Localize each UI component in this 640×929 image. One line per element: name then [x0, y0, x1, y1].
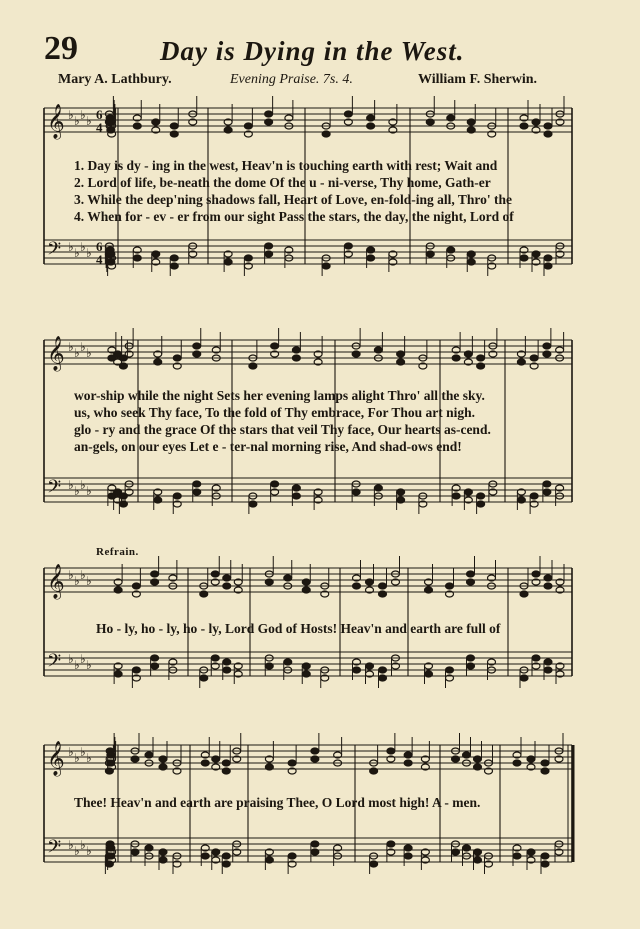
note-head [193, 351, 201, 357]
flat-sign-icon: ♭ [68, 240, 74, 254]
verse-4-line-1: 4. When for - ev - er from our sight Pass the stars, the day, the night, Lord of [74, 209, 514, 224]
note-head [223, 575, 231, 581]
note-head [212, 849, 220, 855]
note-head [452, 849, 460, 855]
note-head [132, 583, 140, 589]
note-head [464, 489, 472, 495]
note-head [477, 501, 485, 507]
note-head [366, 663, 374, 669]
note-head [302, 579, 310, 585]
time-signature-top: 6 [96, 239, 103, 254]
note-head [151, 663, 159, 669]
note-head [159, 756, 167, 762]
note-head [288, 760, 296, 766]
note-head [404, 845, 412, 851]
flat-sign-icon: ♭ [86, 484, 92, 498]
note-head [452, 756, 460, 762]
note-head [532, 655, 540, 661]
flat-sign-icon: ♭ [86, 574, 92, 588]
note-head [541, 853, 549, 859]
note-head [222, 768, 230, 774]
note-head [222, 760, 230, 766]
tune-name: Evening Praise. 7s. 4. [230, 72, 353, 87]
note-head [452, 355, 460, 361]
note-head [211, 655, 219, 661]
note-head [477, 363, 485, 369]
note-head [292, 493, 300, 499]
note-head [467, 119, 475, 125]
flat-sign-icon: ♭ [86, 346, 92, 360]
note-head [265, 764, 273, 770]
refrain-lyric-2: Thee! Heav'n and earth are praising Thee, O Lord most high! A - men. [74, 795, 481, 810]
refrain-label: Refrain. [96, 546, 139, 558]
note-head [344, 111, 352, 117]
note-head [249, 363, 257, 369]
flat-sign-icon: ♭ [68, 108, 74, 122]
verse-2-line-1: 2. Lord of life, be-neath the dome Of the u - ni-verse, Thy home, Gath-er [74, 175, 491, 190]
flat-sign-icon: ♭ [68, 568, 74, 582]
note-head [353, 667, 361, 673]
note-head [170, 131, 178, 137]
note-head [265, 119, 273, 125]
note-head [265, 579, 273, 585]
bass-clef-icon: 𝄢 [47, 837, 62, 862]
note-head [387, 841, 395, 847]
note-head [265, 857, 273, 863]
author-credit: Mary A. Lathbury. [58, 72, 172, 87]
note-head [222, 853, 230, 859]
note-head [302, 587, 310, 593]
note-head [265, 251, 273, 257]
hymn-number: 29 [44, 30, 78, 67]
note-head [133, 255, 141, 261]
hymn-title: Day is Dying in the West. [160, 36, 465, 66]
note-head [352, 489, 360, 495]
flat-sign-icon: ♭ [74, 658, 80, 672]
note-head [543, 489, 551, 495]
note-head [520, 255, 528, 261]
note-head [404, 760, 412, 766]
note-head [311, 841, 319, 847]
note-head [367, 247, 375, 253]
note-head [105, 768, 113, 774]
note-head [397, 489, 405, 495]
note-head [374, 347, 382, 353]
note-head [292, 485, 300, 491]
note-head [366, 579, 374, 585]
note-head [200, 675, 208, 681]
note-head [447, 247, 455, 253]
note-head [467, 579, 475, 585]
time-signature-bottom: 4 [96, 252, 103, 267]
note-head [367, 255, 375, 261]
note-head [425, 587, 433, 593]
note-head [193, 481, 201, 487]
note-head [446, 667, 454, 673]
note-head [532, 119, 540, 125]
note-head [387, 748, 395, 754]
note-head [284, 659, 292, 665]
note-head [322, 263, 330, 269]
note-head [463, 845, 471, 851]
flat-sign-icon: ♭ [68, 478, 74, 492]
note-head [532, 571, 540, 577]
note-head [467, 251, 475, 257]
flat-sign-icon: ♭ [86, 658, 92, 672]
note-head [114, 587, 122, 593]
flat-sign-icon: ♭ [80, 478, 86, 492]
note-head [223, 659, 231, 665]
note-head [426, 251, 434, 257]
note-head [271, 481, 279, 487]
note-head [543, 343, 551, 349]
note-head [544, 583, 552, 589]
bass-clef-icon: 𝄢 [47, 477, 62, 502]
note-head [541, 768, 549, 774]
flat-sign-icon: ♭ [68, 838, 74, 852]
treble-clef-icon: 𝄞 [47, 104, 65, 139]
note-head [200, 591, 208, 597]
note-head [119, 363, 127, 369]
note-head [265, 243, 273, 249]
flat-sign-icon: ♭ [68, 652, 74, 666]
note-head [152, 251, 160, 257]
note-head [159, 857, 167, 863]
note-head [170, 123, 178, 129]
note-head [244, 123, 252, 129]
flat-sign-icon: ♭ [80, 108, 86, 122]
treble-clef-icon: 𝄞 [47, 564, 65, 599]
note-head [543, 481, 551, 487]
flat-sign-icon: ♭ [74, 574, 80, 588]
note-head [344, 243, 352, 249]
flat-sign-icon: ♭ [80, 240, 86, 254]
note-head [284, 575, 292, 581]
note-head [223, 583, 231, 589]
note-head [145, 752, 153, 758]
note-head [467, 259, 475, 265]
verse-1-line-2: wor-ship while the night Sets her evening lamps alight Thro' all the sky. [74, 388, 485, 403]
note-head [374, 485, 382, 491]
note-head [527, 849, 535, 855]
note-head [517, 497, 525, 503]
refrain-lyric-1: Ho - ly, ho - ly, ho - ly, Lord God of Hosts! Heav'n and earth are full of [96, 621, 501, 636]
note-head [530, 493, 538, 499]
flat-sign-icon: ♭ [86, 246, 92, 260]
note-head [271, 343, 279, 349]
note-head [170, 255, 178, 261]
note-head [544, 575, 552, 581]
note-head [322, 131, 330, 137]
note-head [367, 115, 375, 121]
time-signature-top: 6 [96, 107, 103, 122]
flat-sign-icon: ♭ [74, 346, 80, 360]
note-head [474, 849, 482, 855]
note-head [131, 849, 139, 855]
flat-sign-icon: ♭ [80, 838, 86, 852]
note-head [151, 579, 159, 585]
note-head [544, 667, 552, 673]
note-head [212, 756, 220, 762]
note-head [544, 123, 552, 129]
flat-sign-icon: ♭ [80, 745, 86, 759]
note-head [265, 111, 273, 117]
note-head [370, 768, 378, 774]
note-head [541, 861, 549, 867]
flat-sign-icon: ♭ [80, 652, 86, 666]
bass-clef-icon: 𝄢 [47, 651, 62, 676]
note-head [452, 493, 460, 499]
note-head [311, 756, 319, 762]
note-head [352, 351, 360, 357]
note-head [426, 119, 434, 125]
composer-credit: William F. Sherwin. [418, 72, 538, 87]
note-head [201, 853, 209, 859]
flat-sign-icon: ♭ [74, 246, 80, 260]
note-head [397, 351, 405, 357]
note-head [527, 756, 535, 762]
note-head [474, 857, 482, 863]
verse-3-line-1: 3. While the deep'ning shadows fall, Heart of Love, en-fold-ing all, Thro' the [74, 192, 513, 207]
note-head [379, 591, 387, 597]
flat-sign-icon: ♭ [68, 340, 74, 354]
note-head [544, 659, 552, 665]
note-head [145, 845, 153, 851]
time-signature-bottom: 4 [96, 120, 103, 135]
note-head [154, 359, 162, 365]
verse-3-line-2: glo - ry and the grace Of the stars that veil Thy face, Our hearts as-cend. [74, 422, 491, 437]
note-head [222, 861, 230, 867]
note-head [151, 571, 159, 577]
note-head [397, 359, 405, 365]
flat-sign-icon: ♭ [86, 114, 92, 128]
note-head [464, 351, 472, 357]
note-head [513, 853, 521, 859]
note-head [541, 760, 549, 766]
note-head [132, 667, 140, 673]
note-head [404, 752, 412, 758]
note-head [302, 671, 310, 677]
verse-2-line-2: us, who seek Thy face, To the fold of Thy embrace, For Thou art nigh. [74, 405, 476, 420]
note-head [193, 489, 201, 495]
note-head [133, 123, 141, 129]
flat-sign-icon: ♭ [74, 844, 80, 858]
note-head [379, 583, 387, 589]
note-head [302, 663, 310, 669]
treble-clef-icon: 𝄞 [47, 741, 65, 776]
note-head [265, 663, 273, 669]
note-head [154, 497, 162, 503]
flat-sign-icon: ♭ [68, 745, 74, 759]
note-head [311, 849, 319, 855]
note-head [425, 671, 433, 677]
note-head [467, 655, 475, 661]
note-head [520, 123, 528, 129]
flat-sign-icon: ♭ [86, 844, 92, 858]
note-head [397, 497, 405, 503]
note-head [446, 583, 454, 589]
note-head [530, 355, 538, 361]
treble-clef-icon: 𝄞 [47, 336, 65, 371]
note-head [467, 663, 475, 669]
note-head [152, 119, 160, 125]
note-head [193, 343, 201, 349]
bass-clef-icon: 𝄢 [47, 239, 62, 264]
note-head [159, 764, 167, 770]
note-head [367, 123, 375, 129]
note-head [467, 127, 475, 133]
note-head [463, 752, 471, 758]
note-head [474, 764, 482, 770]
note-head [288, 853, 296, 859]
note-head [114, 671, 122, 677]
note-head [517, 359, 525, 365]
note-head [544, 263, 552, 269]
note-head [173, 493, 181, 499]
note-head [249, 501, 257, 507]
note-head [379, 667, 387, 673]
note-head [477, 355, 485, 361]
note-head [224, 259, 232, 265]
note-head [532, 251, 540, 257]
note-head [379, 675, 387, 681]
note-head [544, 255, 552, 261]
note-head [370, 861, 378, 867]
flat-sign-icon: ♭ [74, 114, 80, 128]
note-head [513, 760, 521, 766]
note-head [159, 849, 167, 855]
note-head [477, 493, 485, 499]
note-head [170, 263, 178, 269]
note-head [244, 255, 252, 261]
note-head [223, 667, 231, 673]
note-head [131, 756, 139, 762]
note-head [544, 131, 552, 137]
note-head [353, 583, 361, 589]
note-head [173, 355, 181, 361]
flat-sign-icon: ♭ [74, 484, 80, 498]
note-head [543, 351, 551, 357]
note-head [520, 675, 528, 681]
note-head [404, 853, 412, 859]
note-head [474, 756, 482, 762]
verse-1-line-1: 1. Day is dy - ing in the west, Heav'n is touching earth with rest; Wait and [74, 158, 498, 173]
note-head [292, 347, 300, 353]
flat-sign-icon: ♭ [86, 751, 92, 765]
flat-sign-icon: ♭ [80, 568, 86, 582]
note-head [119, 501, 127, 507]
flat-sign-icon: ♭ [80, 340, 86, 354]
note-head [201, 760, 209, 766]
note-head [224, 127, 232, 133]
note-head [311, 748, 319, 754]
note-head [211, 571, 219, 577]
note-head [447, 115, 455, 121]
flat-sign-icon: ♭ [74, 751, 80, 765]
note-head [151, 655, 159, 661]
note-head [292, 355, 300, 361]
note-head [467, 571, 475, 577]
note-head [520, 591, 528, 597]
verse-4-line-2: an-gels, on our eyes Let e - ter-nal morning rise, And shad-ows end! [74, 439, 462, 454]
